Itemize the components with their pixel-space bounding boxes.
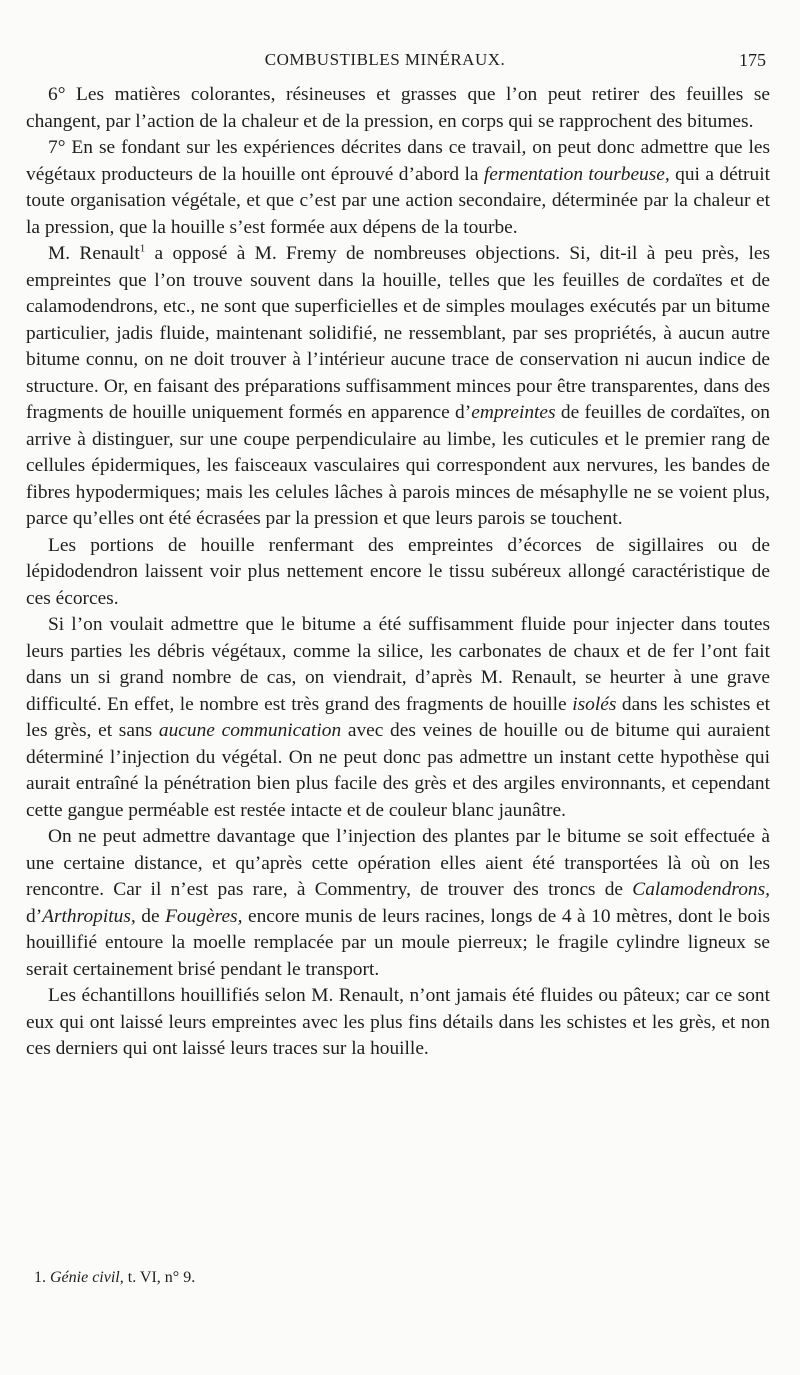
- paragraph: [26, 533, 770, 613]
- paragraph: [26, 82, 770, 135]
- text-run: M. Renault: [48, 243, 140, 264]
- paragraph: [26, 241, 770, 533]
- text-run: dans les schistes et les grès, et sans: [26, 693, 770, 741]
- emphasis: aucune communication: [158, 720, 342, 741]
- body-text: [26, 82, 770, 1063]
- text-run: Les portions de houille renfermant des empreintes d’écorces de sigillaires ou de lépidodendron laissent voir plus nettement encore le tissu subéreux allongé caractéristique de ces écorces.: [26, 534, 770, 609]
- text-run: 7° En se fondant sur les expériences décrites dans ce travail, on peut donc admettre que les végétaux producteurs de la houille ont éprouvé d’abord la: [26, 137, 770, 185]
- page-number: 175: [739, 50, 766, 70]
- text-run: Les échantillons houillifiés selon M. Renault, n’ont jamais été fluides ou pâteux; car ce sont eux qui ont laissé leurs empreintes avec les plus fins détails dans les schistes et les grès, et non ces derniers qui ont laissé leurs traces sur la houille.: [26, 985, 770, 1059]
- running-title: COMBUSTIBLES MINÉRAUX.: [264, 50, 506, 69]
- paragraph: [26, 135, 770, 241]
- text-run: a opposé à M. Fremy de nombreuses objections. Si, dit-il à peu près, les empreintes que l’on trouve souvent dans la houille, telles que les feuilles de cordaïtes et de calamodendrons, etc., ne sont que superficielles et de simples moulages exécutés par un bitume particulier, jadis fluide, maintenant solidifié, ne ressemblant, par ses propriétés, à aucun autre bitume connu, on ne doit trouver à l’intérieur aucune trace de conservation ni aucun indice de structure. Or, en faisant des préparations suffisamment minces pour être transparentes, dans des fragments de houille uniquement formés en apparence d’: [26, 243, 770, 423]
- text-run: 6° Les matières colorantes, résineuses et grasses que l’on peut retirer des feuilles se changent, par l’action de la chaleur et de la pression, en corps qui se rapprochent des bitumes.: [26, 84, 770, 132]
- emphasis: Fougères,: [165, 905, 243, 927]
- page-header: [0, 50, 800, 74]
- emphasis: Génie civil,: [50, 1269, 124, 1286]
- emphasis: isolés: [572, 693, 617, 715]
- text-run: 1.: [34, 1269, 50, 1286]
- paragraph: [26, 824, 770, 983]
- text-run: t. VI, n° 9.: [123, 1269, 196, 1286]
- text-run: On ne peut admettre davantage que l’injection des plantes par le bitume se soit effectuée à une certaine distance, et qu’après cette opération elles aient été transportées là où on les rencontre. Car il n’est pas rare, à Commentry, de trouver des troncs de: [26, 826, 770, 900]
- emphasis: Arthropitus,: [42, 905, 136, 927]
- text-run: de: [135, 905, 166, 927]
- emphasis: fermentation tourbeuse,: [483, 163, 670, 185]
- emphasis: empreintes: [471, 402, 556, 423]
- emphasis: Calamodendrons,: [632, 879, 770, 900]
- footnote-ref: 1: [139, 242, 146, 255]
- text-run: avec des veines de houille ou de bitume qui auraient déterminé l’injection du végétal. On ne peut donc pas admettre un instant cette hypothèse qui aurait entraîné la pénétration bien plus facile des grès et des argiles environnants, et cependant cette gangue perméable est restée intacte et de couleur blanc jaunâtre.: [26, 720, 770, 821]
- text-run: d’: [26, 905, 43, 927]
- paragraph: [26, 612, 770, 824]
- footnote: [34, 1269, 195, 1287]
- text-run: Si l’on voulait admettre que le bitume a été suffisamment fluide pour injecter dans toutes leurs parties les débris végétaux, comme la silice, les carbonates de chaux et de fer l’ont fait dans un si grand nombre de cas, on viendrait, d’après M. Renault, se heurter à une grave difficulté. En effet, le nombre est très grand des fragments de houille: [26, 614, 770, 715]
- text-run: de feuilles de cordaïtes, on arrive à distinguer, sur une coupe perpendiculaire au limbe, les cuticules et le premier rang de cellules épidermiques, les faisceaux vasculaires qui correspondent aux nervures, les bandes de fibres hypodermiques; mais les celules lâches à parois minces de mésaphylle ne se voient plus, parce qu’elles ont été écrasées par la pression et que leurs parois se touchent.: [26, 402, 770, 529]
- paragraph: [26, 983, 770, 1063]
- text-run: qui a détruit toute organisation végétale, et que c’est par une action secondaire, déterminée par la chaleur et la pression, que la houille s’est formée aux dépens de la tourbe.: [26, 163, 770, 238]
- text-run: encore munis de leurs racines, longs de 4 à 10 mètres, dont le bois houillifié entoure la moelle remplacée par un moule pierreux; le fragile cylindre ligneux se serait certainement brisé pendant le transport.: [26, 905, 770, 980]
